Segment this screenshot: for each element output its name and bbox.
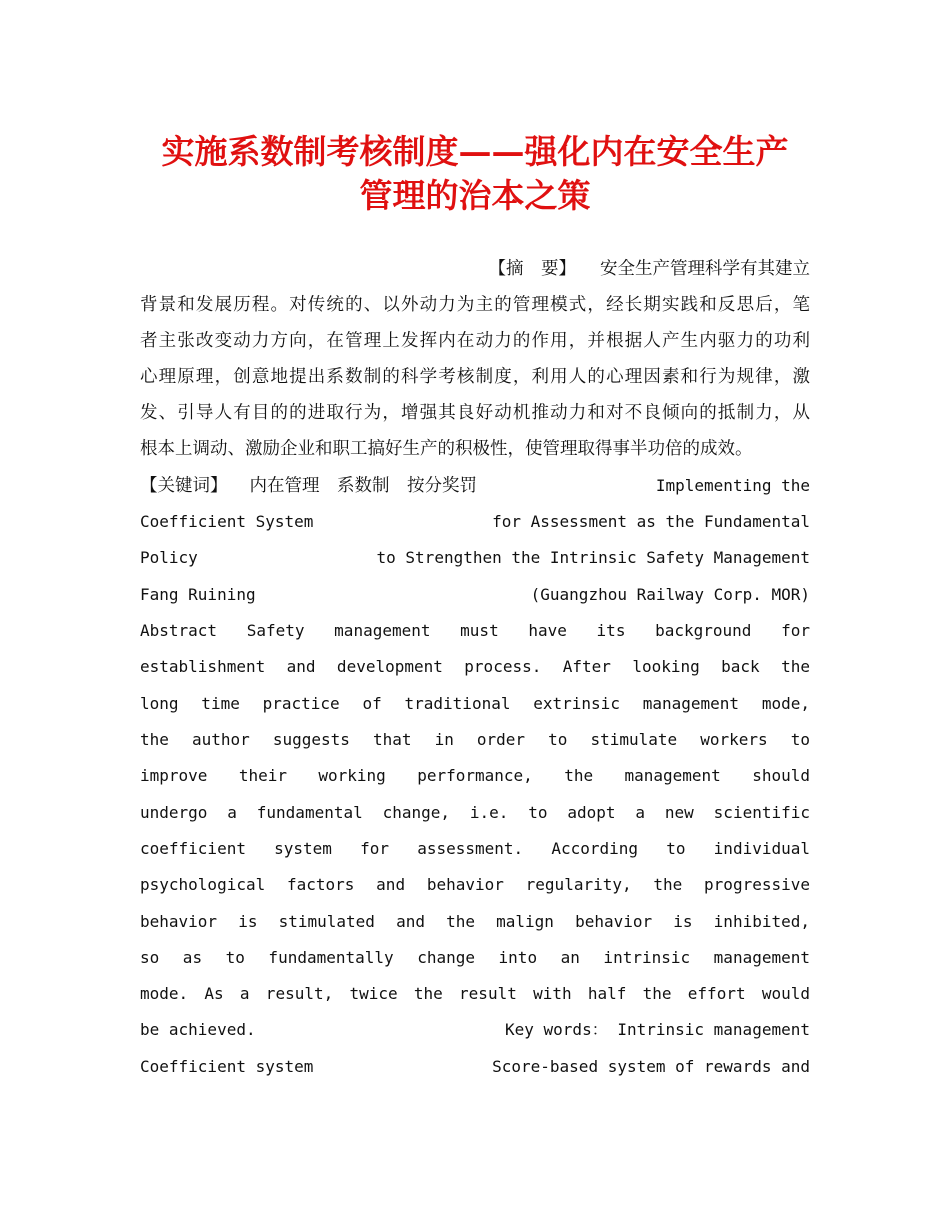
english-title-line: Policy to Strengthen the Intrinsic Safety Management — [140, 548, 810, 567]
keywords-label: 【关键词】 — [140, 476, 228, 496]
abstract-en-line: improve their working performance, the management should — [140, 766, 810, 785]
document-title-line-2: 管理的治本之策 — [359, 176, 591, 215]
abstract-cn-line: 背景和发展历程。对传统的、以外动力为主的管理模式，经长期实践和反思后，笔 — [140, 295, 810, 315]
abstract-en-line: the author suggests that in order to stimulate workers to — [140, 730, 810, 749]
keywords-terms: 内在管理 系数制 按分奖罚 — [249, 476, 477, 496]
keywords-en-line: Coefficient system Score-based system of rewards and — [140, 1057, 810, 1076]
abstract-cn-line: 者主张改变动力方向，在管理上发挥内在动力的作用，并根据人产生内驱力的功利 — [140, 331, 810, 351]
abstract-en-line: long time practice of traditional extrinsic management mode, — [140, 694, 810, 713]
abstract-cn-line: 发、引导人有目的的进取行为，增强其良好动机推动力和对不良倾向的抵制力，从 — [140, 403, 810, 423]
abstract-en-line: so as to fundamentally change into an intrinsic management — [140, 948, 810, 967]
abstract-en-line: establishment and development process. After looking back the — [140, 657, 810, 676]
abstract-en-line: behavior is stimulated and the malign behavior is inhibited, — [140, 912, 810, 931]
abstract-en-line: Abstract Safety management must have its background for — [140, 621, 810, 640]
keywords-en: Key words： Intrinsic management — [505, 1020, 810, 1039]
abstract-en-line: psychological factors and behavior regularity, the progressive — [140, 875, 810, 894]
abstract-en-final-line: be achieved. Key words： Intrinsic management — [140, 1012, 810, 1048]
keywords-cn-line — [140, 468, 810, 504]
author-name: Fang Ruining — [140, 585, 256, 604]
abstract-en-line: undergo a fundamental change, i.e. to adopt a new scientific — [140, 803, 810, 822]
abstract-label: 【摘 要】 — [488, 259, 576, 279]
abstract-cn-line: 根本上调动、激励企业和职工搞好生产的积极性，使管理取得事半功倍的成效。 — [140, 439, 753, 459]
english-title-line: Coefficient System for Assessment as the Fundamental — [140, 512, 810, 531]
abstract-en-line: coefficient system for assessment. According to individual — [140, 839, 810, 858]
abstract-en-line: mode. As a result, twice the result with half the effort would — [140, 984, 810, 1003]
english-title-start: Implementing the — [655, 476, 810, 495]
abstract-cn-line: 安全生产管理科学有其建立 — [600, 259, 810, 279]
abstract-cn-line: 心理原理，创意地提出系数制的科学考核制度，利用人的心理因素和行为规律，激 — [140, 367, 810, 387]
abstract-cn-first-line — [140, 251, 810, 287]
document-title-line-1: 实施系数制考核制度——强化内在安全生产 — [161, 132, 789, 171]
author-line — [140, 577, 810, 613]
author-affiliation: (Guangzhou Railway Corp. MOR) — [530, 585, 810, 604]
